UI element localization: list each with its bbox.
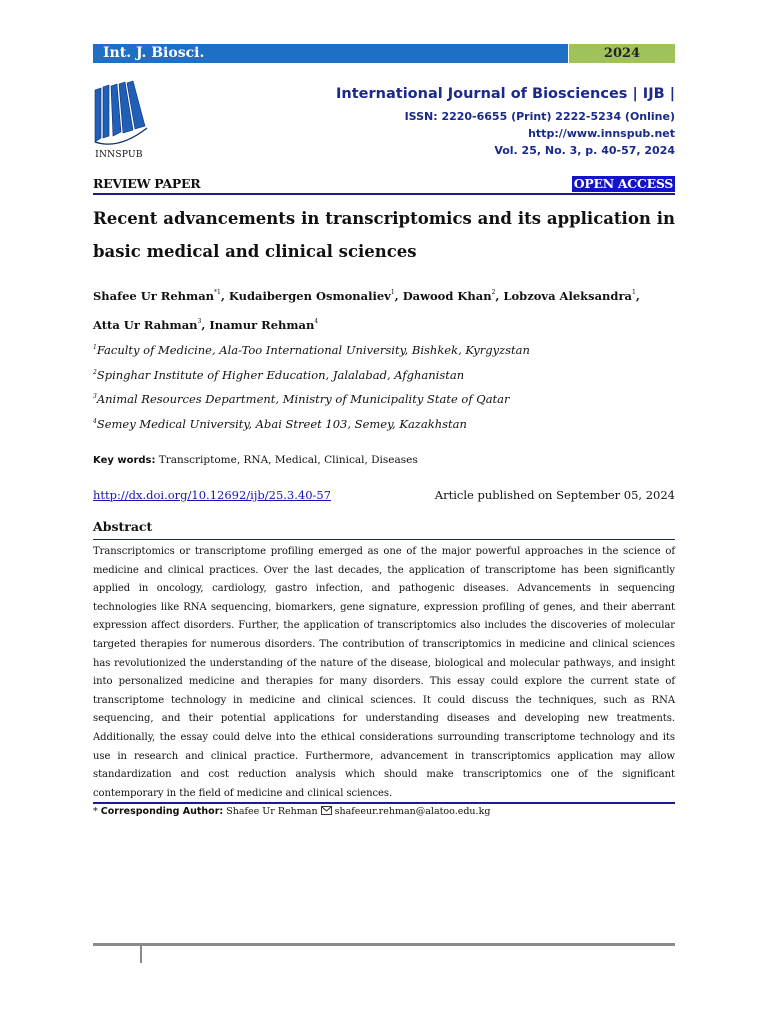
journal-title: International Journal of Biosciences | IJB | [336,86,675,102]
author: Lobzova Aleksandra$^1$, [503,289,640,303]
article-type: REVIEW PAPER [93,176,201,191]
keywords-text: Transcriptome, RNA, Medical, Clinical, Diseases [158,454,418,466]
affiliation: $^2$Spinghar Institute of Higher Education, Jalalabad, Afghanistan [93,368,465,382]
journal-short-name: Int. J. Biosci. [103,45,205,61]
footer-tick [140,943,142,963]
author: Shafee Ur Rehman$^{*1}$, [93,289,229,303]
abstract-heading: Abstract [93,519,153,534]
divider [93,193,675,195]
corresponding-author [93,806,490,818]
keywords-label: Key words: [93,455,156,466]
footer-rule [93,943,675,946]
footnote-marker: * [93,806,98,817]
author: Atta Ur Rahman$^3$, [93,318,210,332]
doi-link[interactable]: http://dx.doi.org/10.12692/ijb/25.3.40-57 [93,488,332,502]
journal-url[interactable]: http://www.innspub.net [528,127,675,140]
corresponding-name: Shafee Ur Rehman [226,806,318,817]
author: Inamur Rehman$^4$ [209,318,319,332]
keywords [93,454,418,466]
article-title: Recent advancements in transcriptomics and its application in basic medical and clinical sciences [93,209,675,261]
affiliation: $^3$Animal Resources Department, Ministry of Municipality State of Qatar [93,392,510,406]
journal-year: 2024 [603,46,641,61]
abstract-text: Transcriptomics or transcriptome profiling emerged as one of the major powerful approaches in the science of medicine and clinical practices. Over the last decades, the application of transcriptome has been significantly applied in oncology, cardiology, gastro infection, and pathogenic diseases. Advancements in sequencing technologies like RNA sequencing, biomarkers, gene signature, expression profiling of genes, and their aberrant expression affect disorders. Further, the application of transcriptomics also includes the discoveries of molecular targeted therapies for numerous disorders. The contribution of transcriptomics in medicine and clinical sciences has revolutionized the understanding of the nature of the disease, biological and molecular pathways, and insight into personalized medicine and therapies for many disorders. This essay could explore the current state of transcriptome technology in medicine and clinical sciences. It could discuss the techniques, such as RNA sequencing, and their potential applications for understanding diseases and developing new treatments. Additionally, the essay could delve into the ethical considerations surrounding transcriptome technology and its use in research and clinical practice. Furthermore, advancement in transcriptomics application may allow standardization and cost reduction analysis which should make transcriptomics one of the significant contemporary in the field of medicine and clinical sciences. [93,546,675,799]
corresponding-email[interactable]: shafeeur.rehman@alatoo.edu.kg [334,806,491,817]
divider [93,802,675,804]
author: Dawood Khan$^2$, [402,289,504,303]
envelope-icon [321,806,332,818]
published-date: Article published on September 05, 2024 [434,488,675,502]
divider [93,539,675,540]
author-list [93,280,693,338]
journal-volume: Vol. 25, No. 3, p. 40-57, 2024 [494,144,675,157]
journal-issn: ISSN: 2220-6655 (Print) 2222-5234 (Online) [404,110,675,123]
affiliation: $^1$Faculty of Medicine, Ala-Too International University, Bishkek, Kyrgyzstan [93,343,530,357]
corresponding-label: Corresponding Author: [100,806,224,817]
logo-text: INNSPUB [95,150,143,160]
author: Kudaibergen Osmonaliev$^1$, [228,289,403,303]
affiliation: $^4$Semey Medical University, Abai Street 103, Semey, Kazakhstan [93,417,467,431]
open-access-badge: OPEN ACCESS [573,176,673,191]
